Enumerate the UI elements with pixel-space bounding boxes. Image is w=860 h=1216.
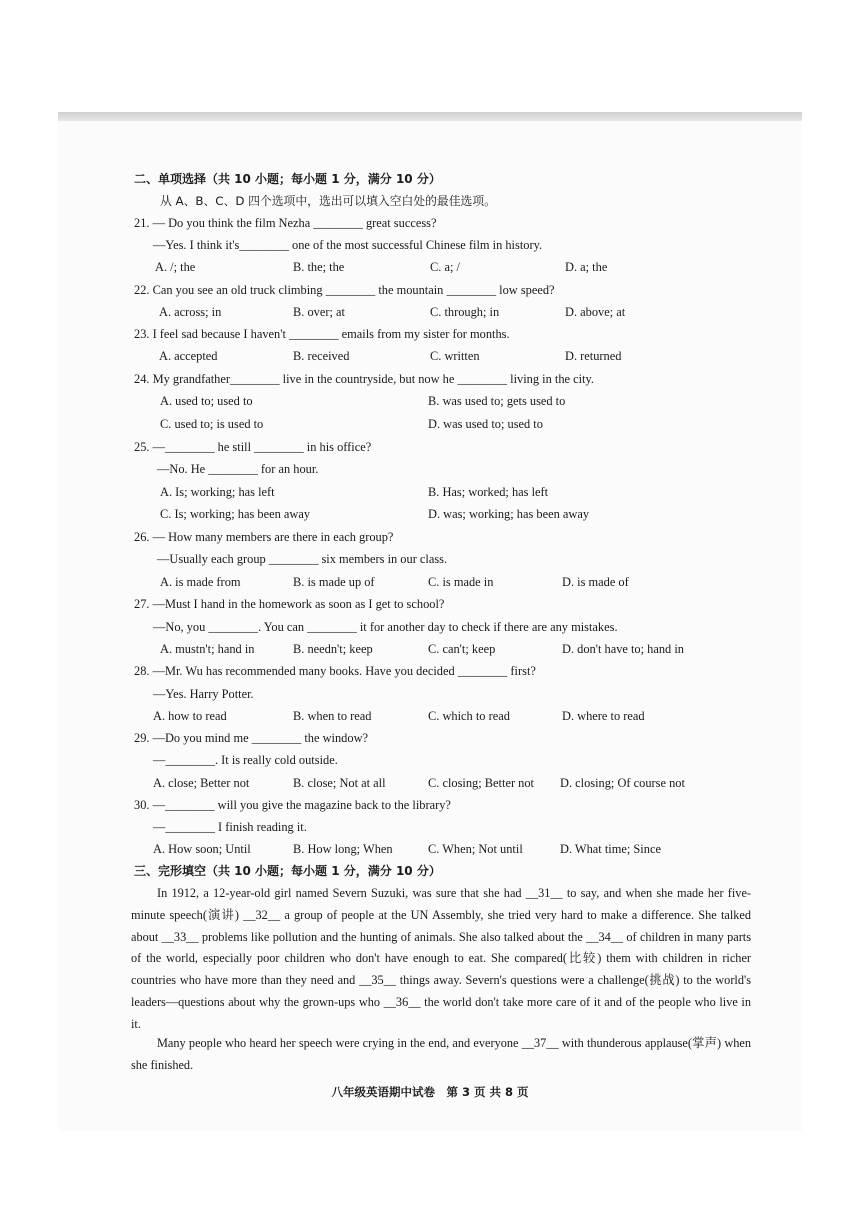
option-24-a: A. used to; used to (160, 394, 253, 408)
page-footer: 八年级英语期中试卷 第 3 页 共 8 页 (331, 1085, 529, 1099)
section-3-title: 三、完形填空（共 10 小题；每小题 1 分，满分 10 分） (134, 864, 441, 878)
question-22-stem: 22. Can you see an old truck climbing ________ the mountain ________ low speed? (134, 283, 555, 297)
option-27-b: B. needn't; keep (293, 642, 373, 656)
option-26-b: B. is made up of (293, 575, 375, 589)
option-30-c: C. When; Not until (428, 842, 523, 856)
option-23-b: B. received (293, 349, 350, 363)
question-30-stem: 30. —________ will you give the magazine back to the library? (134, 798, 451, 812)
option-25-b: B. Has; worked; has left (428, 485, 549, 499)
page-top-shadow (58, 112, 802, 121)
option-30-b: B. How long; When (293, 842, 393, 856)
option-23-c: C. written (430, 349, 480, 363)
option-26-c: C. is made in (428, 575, 494, 589)
section-2-title: 二、单项选择（共 10 小题；每小题 1 分，满分 10 分） (134, 172, 441, 186)
option-28-d: D. where to read (562, 709, 645, 723)
question-21-response: —Yes. I think it's________ one of the most successful Chinese film in history. (153, 238, 543, 252)
option-30-d: D. What time; Since (560, 842, 661, 856)
option-21-b: B. the; the (293, 260, 345, 274)
option-25-a: A. Is; working; has left (160, 485, 275, 499)
question-25-response: —No. He ________ for an hour. (157, 462, 319, 476)
option-26-d: D. is made of (562, 575, 629, 589)
question-30-response: —________ I finish reading it. (153, 820, 307, 834)
option-29-b: B. close; Not at all (293, 776, 386, 790)
question-23-stem: 23. I feel sad because I haven't ________ emails from my sister for months. (134, 327, 510, 341)
question-29-response: —________. It is really cold outside. (153, 753, 338, 767)
option-21-c: C. a; / (430, 260, 460, 274)
option-21-a: A. /; the (155, 260, 196, 274)
option-25-d: D. was; working; has been away (428, 507, 590, 521)
cloze-paragraph-2: Many people who heard her speech were crying in the end, and everyone __37__ with thunderous applause(掌声) when she finished. (131, 1036, 751, 1072)
question-27-response: —No, you ________. You can ________ it for another day to check if there are any mistakes. (153, 620, 618, 634)
question-29-stem: 29. —Do you mind me ________ the window? (134, 731, 369, 745)
option-27-c: C. can't; keep (428, 642, 496, 656)
option-27-a: A. mustn't; hand in (160, 642, 255, 656)
question-28-response: —Yes. Harry Potter. (153, 687, 254, 701)
option-23-d: D. returned (565, 349, 622, 363)
question-27-stem: 27. —Must I hand in the homework as soon as I get to school? (134, 597, 445, 611)
option-26-a: A. is made from (160, 575, 241, 589)
option-30-a: A. How soon; Until (153, 842, 251, 856)
option-24-c: C. used to; is used to (160, 417, 264, 431)
option-28-b: B. when to read (293, 709, 372, 723)
option-29-c: C. closing; Better not (428, 776, 534, 790)
question-28-stem: 28. —Mr. Wu has recommended many books. Have you decided ________ first? (134, 664, 536, 678)
option-24-d: D. was used to; used to (428, 417, 543, 431)
option-22-a: A. across; in (159, 305, 222, 319)
option-28-c: C. which to read (428, 709, 510, 723)
question-25-stem: 25. —________ he still ________ in his office? (134, 440, 372, 454)
option-22-c: C. through; in (430, 305, 500, 319)
option-22-b: B. over; at (293, 305, 345, 319)
section-2-instruction: 从 A、B、C、D 四个选项中，选出可以填入空白处的最佳选项。 (160, 194, 496, 208)
question-26-stem: 26. — How many members are there in each group? (134, 530, 394, 544)
option-22-d: D. above; at (565, 305, 626, 319)
option-29-d: D. closing; Of course not (560, 776, 685, 790)
option-28-a: A. how to read (153, 709, 227, 723)
question-21-stem: 21. — Do you think the film Nezha ________ great success? (134, 216, 437, 230)
option-25-c: C. Is; working; has been away (160, 507, 311, 521)
option-24-b: B. was used to; gets used to (428, 394, 566, 408)
question-26-response: —Usually each group ________ six members in our class. (157, 552, 448, 566)
option-27-d: D. don't have to; hand in (562, 642, 684, 656)
option-29-a: A. close; Better not (153, 776, 250, 790)
option-23-a: A. accepted (159, 349, 218, 363)
question-24-stem: 24. My grandfather________ live in the countryside, but now he ________ living in the city. (134, 372, 594, 386)
cloze-paragraph-1: In 1912, a 12-year-old girl named Severn Suzuki, was sure that she had __31__ to say, and when she made her five-minute speech(演讲) __32__ a group of people at the UN Assembly, she tried very hard to make a difference. She talked about __33__ problems like pollution and the hunting of animals. She also talked about the __34__ of children in many parts of the world, especially poor children who don't have enough to eat. She compared(比较) them with children in richer countries who have more than they need and __35__ things away. Severn's questions were a challenge(挑战) to the world's leaders—questions about why the grown-ups who __36__ the world don't take more care of it and of the people who live in it. (131, 886, 751, 1031)
option-21-d: D. a; the (565, 260, 608, 274)
